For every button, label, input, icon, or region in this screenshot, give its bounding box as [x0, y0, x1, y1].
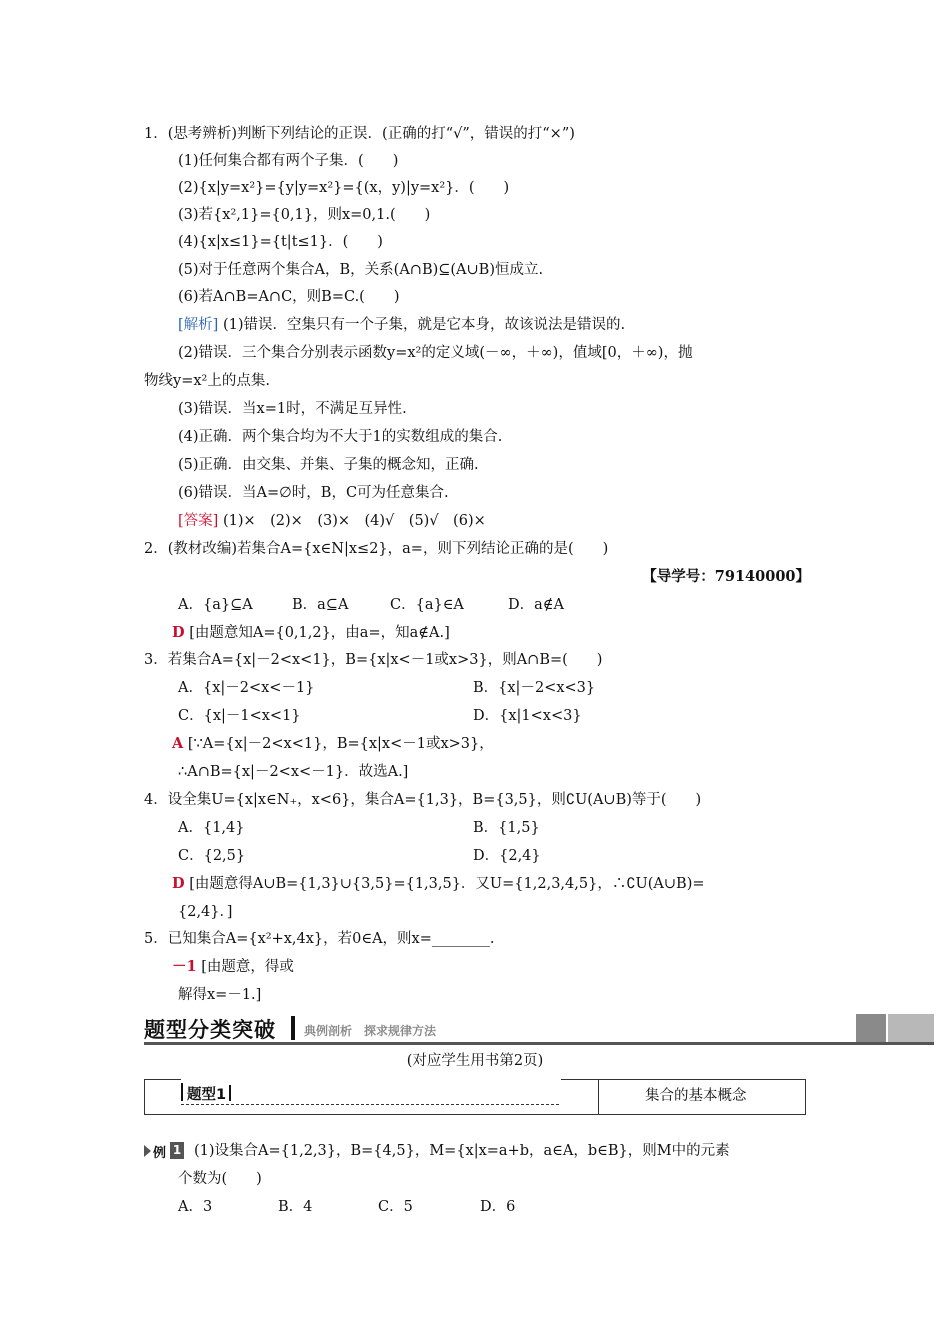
q4-answer-letter: D [172, 875, 185, 892]
type-box-top-gap [181, 1079, 561, 1080]
q3-stem: 3．若集合A={x|－2<x<1}，B={x|x<－1或x>3}，则A∩B=( ) [144, 652, 603, 668]
q5-explain-1: [由题意，得或 [201, 959, 294, 975]
q2-option-b: B．a⊆A [292, 597, 349, 613]
type-label [181, 1083, 231, 1104]
section-rule [144, 1042, 934, 1045]
example-option-a: A．3 [178, 1199, 213, 1215]
q1-item-3: (3)若{x²,1}={0,1}，则x=0,1.( ) [178, 207, 431, 223]
q1-item-4: (4){x|x≤1}={t|t≤1}．( ) [178, 234, 383, 250]
q4-stem: 4．设全集U={x|x∈N₊，x<6}，集合A={1,3}，B={3,5}，则∁U(A∪B)等于( ) [144, 792, 702, 808]
q1-item-1: (1)任何集合都有两个子集．( ) [178, 153, 399, 169]
q1-item-6: (6)若A∩B=A∩C，则B=C.( ) [178, 289, 400, 305]
example-option-b: B．4 [278, 1199, 313, 1215]
q4-explain-1: [由题意得A∪B={1,3}∪{3,5}={1,3,5}．又U={1,2,3,4,5}，∴∁U(A∪B)= [189, 876, 705, 892]
q1-analysis-line-5: (4)正确．两个集合均为不大于1的实数组成的集合. [178, 429, 503, 445]
analysis-text: (1)错误．空集只有一个子集，就是它本身，故该说法是错误的. [222, 317, 626, 333]
q1-analysis-line-7: (6)错误．当A=∅时，B，C可为任意集合. [178, 485, 449, 501]
q3-option-a: A．{x|－2<x<－1} [178, 680, 315, 696]
q1-analysis-line-3: 物线y=x²上的点集. [144, 373, 270, 389]
example-number: 1 [170, 1142, 184, 1159]
q4-option-b: B．{1,5} [473, 820, 540, 836]
q5-explain-2: 解得x=－1.] [178, 987, 262, 1003]
example-label: 例 [153, 1146, 167, 1161]
section-divider [291, 1016, 295, 1040]
type-name: 集合的基本概念 [645, 1088, 747, 1104]
example-arrow-icon [144, 1145, 151, 1157]
example-option-c: C．5 [378, 1199, 413, 1215]
analysis-tag: [解析] [178, 317, 219, 333]
section-decor-block-dark [856, 1014, 886, 1042]
q4-solution [172, 874, 705, 894]
q1-analysis-line-4: (3)错误．当x=1时，不满足互异性. [178, 401, 407, 417]
q1-analysis-line-6: (5)正确．由交集、并集、子集的概念知，正确. [178, 457, 479, 473]
q4-explain-2: {2,4}．] [178, 904, 233, 920]
q4-option-d: D．{2,4} [473, 848, 541, 864]
q2-guide-number: 【导学号：79140000】 [642, 568, 810, 585]
example-badge [144, 1142, 186, 1160]
q2-option-a: A．{a}⊆A [178, 597, 253, 613]
type-label-bar-right [229, 1085, 231, 1101]
section-subtitle: 典例剖析 探求规律方法 [304, 1024, 437, 1038]
q3-answer-letter: A [172, 735, 184, 752]
question-type-box [144, 1079, 806, 1115]
q2-explain: [由题意知A={0,1,2}，由a=，知a∉A.] [189, 625, 450, 641]
type-label-text: 题型1 [187, 1087, 227, 1103]
answer-tag: [答案] [178, 513, 219, 529]
q1-analysis-line-2: (2)错误．三个集合分别表示函数y=x²的定义域(－∞，＋∞)，值域[0，＋∞)，抛 [178, 345, 693, 361]
example-option-d: D．6 [480, 1199, 516, 1215]
q4-option-a: A．{1,4} [178, 820, 245, 836]
section-header [144, 1014, 934, 1044]
q5-stem: 5．已知集合A={x²+x,4x}，若0∈A，则x=________. [144, 931, 495, 947]
q4-option-c: C．{2,5} [178, 848, 246, 864]
q1-item-2: (2){x|y=x²}={y|y=x²}={(x，y)|y=x²}．( ) [178, 180, 510, 196]
q1-analysis-line-1 [178, 315, 625, 335]
section-title: 题型分类突破 [144, 1018, 276, 1042]
q3-option-d: D．{x|1<x<3} [473, 708, 582, 724]
q3-explain-2: ∴A∩B={x|－2<x<－1}．故选A.] [178, 764, 409, 780]
example-stem-1: (1)设集合A={1,2,3}，B={4,5}，M={x|x=a+b，a∈A，b∈B}，则M中的元素 [194, 1143, 730, 1159]
q3-explain-1: [∵A={x|－2<x<1}，B={x|x<－1或x>3}， [187, 736, 494, 752]
q3-option-c: C．{x|－1<x<1} [178, 708, 301, 724]
type-box-divider [598, 1080, 599, 1114]
q2-option-d: D．a∉A [508, 597, 564, 613]
q3-option-b: B．{x|－2<x<3} [473, 680, 596, 696]
q1-stem: 1．(思考辨析)判断下列结论的正误．(正确的打“√”，错误的打“×”) [144, 126, 575, 142]
section-reference: (对应学生用书第2页) [406, 1053, 544, 1069]
section-decor-block-light [888, 1014, 934, 1042]
example-stem-2: 个数为( ) [178, 1171, 262, 1187]
answer-text: (1)× (2)× (3)× (4)√ (5)√ (6)× [222, 513, 486, 529]
q1-answer-line [178, 511, 486, 531]
q2-option-c: C．{a}∈A [390, 597, 464, 613]
type-dashed-underline [181, 1104, 559, 1105]
q2-stem: 2．(教材改编)若集合A={x∈N|x≤2}，a=，则下列结论正确的是( ) [144, 541, 609, 557]
q5-solution [172, 957, 294, 977]
q2-answer-letter: D [172, 624, 185, 641]
q3-solution [172, 734, 494, 754]
q1-item-5: (5)对于任意两个集合A，B，关系(A∩B)⊆(A∪B)恒成立. [178, 262, 544, 278]
q2-solution [172, 623, 450, 643]
q5-answer: －1 [172, 958, 197, 975]
